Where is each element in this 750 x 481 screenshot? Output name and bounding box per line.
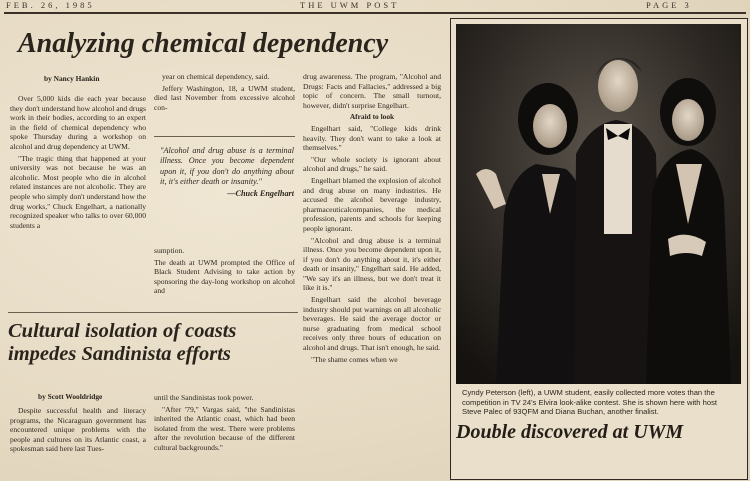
masthead-rule bbox=[4, 12, 746, 14]
article1-column-2-bottom bbox=[154, 246, 295, 308]
paragraph: year on chemical dependency, said. bbox=[162, 72, 270, 81]
article1-pullquote bbox=[160, 146, 294, 232]
paragraph: sumption. bbox=[154, 246, 185, 255]
masthead-paper: THE UWM POST bbox=[300, 0, 400, 10]
article2-byline: by Scott Wooldridge bbox=[38, 392, 103, 401]
paragraph: until the Sandinistas took power. bbox=[154, 393, 254, 402]
pullquote-attribution: —Chuck Engelhart bbox=[227, 188, 294, 198]
pullquote-text: "Alcohol and drug abuse is a terminal illness. Once you become dependent upon it, if you don't do anything about it, it's either death or insanity." bbox=[160, 146, 294, 187]
paragraph: "After '79," Vargas said, "the Sandinistas inherited the Atlantic coast, which had been isolated from the west. There were problems after the revolution because of the different cultural backgrounds." bbox=[154, 404, 295, 452]
article2-column-2 bbox=[154, 393, 295, 479]
article1-column-2-top bbox=[154, 72, 295, 132]
photo-headline: Double discovered at UWM bbox=[456, 421, 684, 443]
divider bbox=[8, 312, 298, 313]
article2-column-1 bbox=[10, 406, 146, 478]
subhead: Afraid to look bbox=[349, 112, 395, 122]
contest-photo bbox=[456, 24, 741, 384]
article1-headline: Analyzing chemical dependency bbox=[18, 28, 389, 59]
paragraph: Despite successful health and literacy programs, the Nicaraguan government has encountered unique problems with the people and cultures on its Atlantic coast, a spokesman said here last Tues- bbox=[10, 406, 146, 454]
article1-column-3 bbox=[303, 72, 441, 480]
paragraph: "Our whole society is ignorant about alcohol and drugs," he said. bbox=[303, 154, 441, 174]
masthead-page: PAGE 3 bbox=[646, 0, 692, 10]
article1-byline: by Nancy Hankin bbox=[44, 74, 100, 83]
paragraph: drug awareness. The program, "Alcohol and Drugs: Facts and Fallacies," addressed a big topic of concern. The small turnout, however, didn't surprise Engelhart. bbox=[303, 72, 441, 110]
article2-headline-line2: impedes Sandinista efforts bbox=[8, 343, 231, 365]
paragraph: The death at UWM prompted the Office of Black Student Advising to take action by sponsoring the day-long workshop on alcohol and bbox=[154, 257, 295, 296]
paragraph: "Alcohol and drug abuse is a terminal illness. Once you become dependent upon it, if you don't do anything about it, it's either death or insanity," Engelhart said. He added, "We say it's an illness, but we don't treat it like it is." bbox=[303, 235, 441, 293]
paragraph: Engelhart said the alcohol beverage industry should put warnings on all alcoholic beverages. He said the average doctor or nurse graduating from medical school receives only three hours of education on alcohol and drugs. That isn't enough, he said. bbox=[303, 295, 441, 353]
paragraph: Engelhart blamed the explosion of alcohol and drug abuse on many industries. He accused the alcohol beverage industry, pharmaceuticalcompanies, the medical profession, parents and schools for keeping people ignorant. bbox=[303, 175, 441, 233]
paragraph: Jeffery Washington, 18, a UWM student, died last November from excessive alcohol con- bbox=[154, 83, 295, 112]
paragraph: "The tragic thing that happened at your university was not because he was an alcoholic. Most people who die in alcohol related instances are not alcoholic. They are people who simply don't understand how the drug works," Chuck Engelhart, a nationally recognized speaker who talks to over 60,000 students a bbox=[10, 153, 146, 230]
article2-headline-line1: Cultural isolation of coasts bbox=[8, 320, 237, 342]
paragraph: Over 5,000 kids die each year because they don't understand how alcohol and drugs work in their bodies, according to an expert in the field of chemical dependency who spoke Thursday during a workshop on alcohol and drug dependency at UWM. bbox=[10, 94, 146, 151]
masthead bbox=[0, 0, 750, 12]
photo-caption: Cyndy Peterson (left), a UWM student, easily collected more votes than the competition in TV 24's Elvira look-alike contest. She is shown here with host Steve Palec of 93QFM and Diana Buchan, another finalist. bbox=[462, 388, 717, 417]
paragraph: "The shame comes when we bbox=[311, 354, 398, 364]
paragraph: Engelhart said, "College kids drink heavily. They don't want to take a look at themselves." bbox=[303, 123, 441, 153]
masthead-date: FEB. 26, 1985 bbox=[6, 0, 95, 10]
divider bbox=[154, 136, 295, 137]
article1-column-1 bbox=[10, 94, 146, 310]
